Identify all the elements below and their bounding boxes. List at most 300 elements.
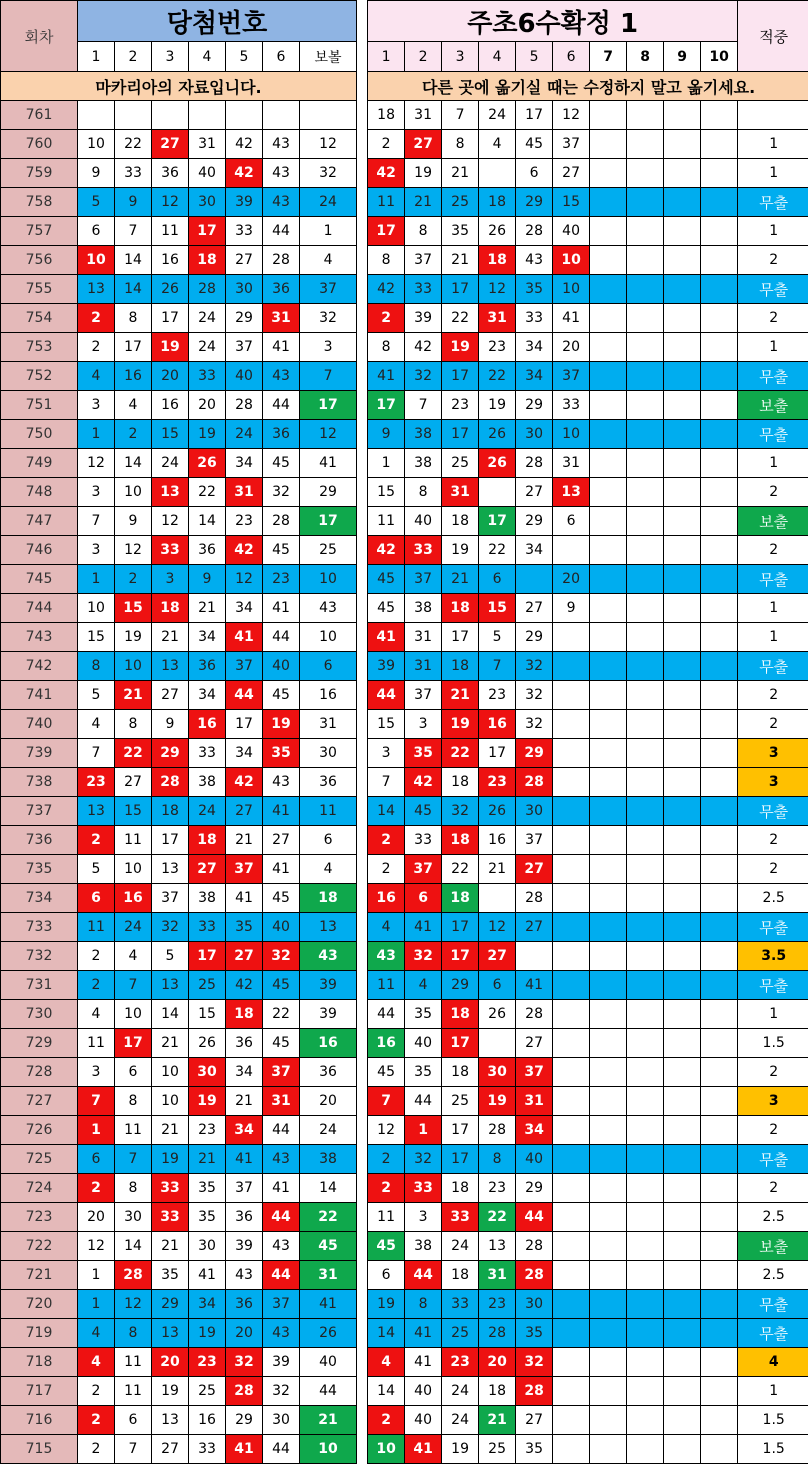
winning-number-cell: 28 <box>152 768 189 797</box>
winning-number-cell: 37 <box>152 884 189 913</box>
prediction-cell <box>553 1174 590 1203</box>
prediction-cell <box>553 768 590 797</box>
prediction-cell <box>664 246 701 275</box>
prediction-cell <box>590 1435 627 1464</box>
prediction-cell: 44 <box>516 1203 553 1232</box>
prediction-cell: 2 <box>368 826 405 855</box>
winning-number-cell: 6 <box>78 217 115 246</box>
table-row <box>368 246 808 275</box>
prediction-cell <box>701 420 738 449</box>
prediction-cell: 28 <box>516 1232 553 1261</box>
winning-number-cell: 11 <box>115 1116 152 1145</box>
winning-number-cell: 26 <box>189 1029 226 1058</box>
winning-number-cell: 2 <box>78 304 115 333</box>
round-number: 743 <box>1 623 78 652</box>
prediction-cell <box>664 188 701 217</box>
prediction-cell: 10 <box>553 420 590 449</box>
prediction-cell <box>590 507 627 536</box>
hit-cell: 3.5 <box>738 942 808 971</box>
prediction-cell <box>664 1174 701 1203</box>
winning-number-cell: 12 <box>300 130 357 159</box>
prediction-cell <box>590 478 627 507</box>
winning-number-cell: 37 <box>226 1174 263 1203</box>
prediction-cell: 19 <box>368 1290 405 1319</box>
prediction-cell <box>664 101 701 130</box>
round-number: 718 <box>1 1348 78 1377</box>
winning-number-cell: 37 <box>263 1290 300 1319</box>
table-row <box>1 1145 357 1174</box>
prediction-cell: 18 <box>442 652 479 681</box>
prediction-cell <box>701 855 738 884</box>
round-number: 739 <box>1 739 78 768</box>
winning-number-cell: 34 <box>189 1290 226 1319</box>
winning-number-cell: 31 <box>300 1261 357 1290</box>
prediction-cell <box>553 1058 590 1087</box>
round-number: 748 <box>1 478 78 507</box>
winning-number-cell: 33 <box>189 913 226 942</box>
winning-number-cell: 15 <box>152 420 189 449</box>
prediction-cell <box>701 1435 738 1464</box>
prediction-cell: 44 <box>405 1261 442 1290</box>
table-row <box>368 1145 808 1174</box>
prediction-cell <box>590 739 627 768</box>
winning-number-cell: 45 <box>263 449 300 478</box>
prediction-cell <box>664 333 701 362</box>
prediction-cell: 44 <box>368 681 405 710</box>
round-number: 735 <box>1 855 78 884</box>
table-row <box>1 884 357 913</box>
prediction-cell <box>627 768 664 797</box>
winning-number-cell: 39 <box>226 1232 263 1261</box>
prediction-cell: 31 <box>479 304 516 333</box>
hit-cell: 2 <box>738 536 808 565</box>
winning-number-cell: 7 <box>115 971 152 1000</box>
round-number: 716 <box>1 1406 78 1435</box>
winning-number-cell: 21 <box>226 1087 263 1116</box>
winning-number-cell: 3 <box>78 478 115 507</box>
prediction-cell: 15 <box>553 188 590 217</box>
round-number: 756 <box>1 246 78 275</box>
winning-number-cell: 9 <box>152 710 189 739</box>
prediction-cell: 6 <box>368 1261 405 1290</box>
winning-number-cell: 21 <box>152 623 189 652</box>
winning-number-cell: 35 <box>189 1174 226 1203</box>
winning-number-cell: 18 <box>189 826 226 855</box>
prediction-cell <box>664 507 701 536</box>
prediction-cell: 35 <box>405 739 442 768</box>
winning-number-cell: 13 <box>78 797 115 826</box>
prediction-cell: 30 <box>516 1290 553 1319</box>
right-col-header: 3 <box>442 42 479 72</box>
prediction-cell: 23 <box>442 1348 479 1377</box>
winning-number-cell: 32 <box>300 304 357 333</box>
hit-cell: 무출 <box>738 913 808 942</box>
prediction-cell <box>553 1145 590 1174</box>
prediction-cell: 18 <box>479 1377 516 1406</box>
winning-number-cell: 42 <box>226 768 263 797</box>
right-col-header: 6 <box>553 42 590 72</box>
hit-cell: 1.5 <box>738 1029 808 1058</box>
table-row <box>1 1435 357 1464</box>
winning-number-cell: 17 <box>300 507 357 536</box>
winning-number-cell: 24 <box>152 449 189 478</box>
prediction-cell <box>590 130 627 159</box>
prediction-cell: 17 <box>442 1029 479 1058</box>
winning-number-cell: 10 <box>78 246 115 275</box>
winning-number-cell: 39 <box>300 971 357 1000</box>
winning-number-cell: 10 <box>115 855 152 884</box>
prediction-cell: 27 <box>516 913 553 942</box>
hit-cell: 1 <box>738 1377 808 1406</box>
prediction-cell <box>701 1261 738 1290</box>
prediction-cell: 18 <box>442 826 479 855</box>
prediction-cell <box>664 1348 701 1377</box>
prediction-cell: 37 <box>405 855 442 884</box>
winning-number-cell: 15 <box>189 1000 226 1029</box>
round-number: 757 <box>1 217 78 246</box>
winning-number-cell: 21 <box>152 1232 189 1261</box>
prediction-cell: 10 <box>553 275 590 304</box>
winning-number-cell: 2 <box>78 826 115 855</box>
winning-number-cell: 35 <box>226 913 263 942</box>
table-row <box>1 1203 357 1232</box>
prediction-cell: 23 <box>479 1174 516 1203</box>
prediction-cell <box>553 1203 590 1232</box>
winning-number-cell: 27 <box>189 855 226 884</box>
prediction-cell <box>627 1145 664 1174</box>
prediction-cell: 7 <box>368 1087 405 1116</box>
winning-number-cell: 38 <box>300 1145 357 1174</box>
round-number: 737 <box>1 797 78 826</box>
prediction-cell <box>664 1087 701 1116</box>
hit-cell: 1 <box>738 217 808 246</box>
prediction-cell <box>553 739 590 768</box>
winning-number-cell: 13 <box>152 855 189 884</box>
winning-number-cell: 27 <box>152 130 189 159</box>
winning-number-cell: 32 <box>263 478 300 507</box>
winning-number-cell: 30 <box>115 1203 152 1232</box>
winning-number-cell: 27 <box>152 681 189 710</box>
winning-number-cell: 31 <box>300 710 357 739</box>
winning-number-cell: 21 <box>152 1116 189 1145</box>
prediction-cell: 6 <box>516 159 553 188</box>
hit-cell: 2 <box>738 1174 808 1203</box>
prediction-cell: 32 <box>405 1145 442 1174</box>
prediction-cell: 33 <box>442 1203 479 1232</box>
winning-number-cell: 23 <box>226 507 263 536</box>
prediction-cell: 38 <box>405 420 442 449</box>
prediction-cell: 45 <box>368 594 405 623</box>
table-row <box>1 855 357 884</box>
prediction-cell: 20 <box>553 565 590 594</box>
prediction-cell <box>701 1174 738 1203</box>
winning-number-cell: 17 <box>226 710 263 739</box>
winning-number-cell: 19 <box>189 1319 226 1348</box>
winning-number-cell: 14 <box>115 1232 152 1261</box>
prediction-cell: 18 <box>442 594 479 623</box>
prediction-cell: 26 <box>479 449 516 478</box>
winning-number-cell: 4 <box>78 1319 115 1348</box>
left-col-header: 4 <box>189 42 226 72</box>
winning-number-cell: 16 <box>300 1029 357 1058</box>
winning-number-cell: 24 <box>115 913 152 942</box>
winning-number-cell: 33 <box>226 217 263 246</box>
prediction-cell: 27 <box>553 159 590 188</box>
winning-number-cell: 4 <box>78 362 115 391</box>
prediction-cell <box>627 884 664 913</box>
winning-number-cell: 23 <box>263 565 300 594</box>
prediction-cell <box>627 1000 664 1029</box>
prediction-cell: 26 <box>479 217 516 246</box>
winning-number-cell: 27 <box>226 942 263 971</box>
winning-number-cell: 2 <box>115 420 152 449</box>
prediction-cell <box>664 1406 701 1435</box>
prediction-cell <box>664 1377 701 1406</box>
winning-number-cell: 6 <box>300 652 357 681</box>
prediction-cell <box>553 855 590 884</box>
table-row <box>368 188 808 217</box>
winning-number-cell: 43 <box>263 768 300 797</box>
table-row <box>1 623 357 652</box>
prediction-cell: 17 <box>479 739 516 768</box>
table-row <box>368 565 808 594</box>
winning-number-cell: 10 <box>115 652 152 681</box>
prediction-cell: 41 <box>405 1435 442 1464</box>
winning-number-cell: 2 <box>78 1435 115 1464</box>
prediction-cell: 22 <box>442 739 479 768</box>
winning-number-cell: 3 <box>300 333 357 362</box>
prediction-cell: 23 <box>479 768 516 797</box>
winning-number-cell: 17 <box>152 826 189 855</box>
prediction-cell: 31 <box>405 652 442 681</box>
winning-number-cell: 27 <box>152 1435 189 1464</box>
prediction-cell: 44 <box>405 1087 442 1116</box>
prediction-cell: 21 <box>479 855 516 884</box>
winning-number-cell: 11 <box>152 217 189 246</box>
table-row <box>368 1290 808 1319</box>
winning-number-cell: 21 <box>152 1029 189 1058</box>
winning-number-cell: 22 <box>300 1203 357 1232</box>
prediction-cell: 9 <box>368 420 405 449</box>
prediction-cell <box>553 1261 590 1290</box>
round-number: 751 <box>1 391 78 420</box>
winning-number-cell: 14 <box>300 1174 357 1203</box>
right-col-header: 7 <box>590 42 627 72</box>
round-number: 753 <box>1 333 78 362</box>
prediction-cell <box>664 275 701 304</box>
right-col-header: 5 <box>516 42 553 72</box>
table-row <box>1 710 357 739</box>
winning-number-cell: 24 <box>189 333 226 362</box>
winning-number-cell: 43 <box>263 1319 300 1348</box>
winning-number-cell: 32 <box>263 1377 300 1406</box>
hit-cell: 2 <box>738 855 808 884</box>
prediction-cell <box>664 1319 701 1348</box>
prediction-cell <box>590 565 627 594</box>
hit-cell: 무출 <box>738 1319 808 1348</box>
hit-cell: 3 <box>738 739 808 768</box>
prediction-cell: 30 <box>516 420 553 449</box>
winning-number-cell: 17 <box>152 304 189 333</box>
prediction-cell: 40 <box>405 507 442 536</box>
winning-number-cell: 10 <box>152 1058 189 1087</box>
round-number: 731 <box>1 971 78 1000</box>
winning-number-cell: 1 <box>78 1261 115 1290</box>
table-row <box>368 1029 808 1058</box>
winning-number-cell: 11 <box>300 797 357 826</box>
winning-number-cell: 21 <box>115 681 152 710</box>
prediction-cell: 28 <box>516 217 553 246</box>
hit-cell: 보출 <box>738 391 808 420</box>
prediction-cell <box>627 246 664 275</box>
right-col-header: 10 <box>701 42 738 72</box>
round-header: 회차 <box>1 1 78 72</box>
prediction-cell: 7 <box>368 768 405 797</box>
winning-number-cell: 43 <box>263 130 300 159</box>
prediction-cell: 32 <box>516 710 553 739</box>
prediction-cell <box>701 1029 738 1058</box>
hit-cell: 무출 <box>738 797 808 826</box>
left-col-header: 1 <box>78 42 115 72</box>
prediction-cell <box>627 333 664 362</box>
prediction-cell: 8 <box>405 1290 442 1319</box>
prediction-cell <box>701 1377 738 1406</box>
table-row <box>368 710 808 739</box>
winning-number-cell: 9 <box>115 188 152 217</box>
winning-number-cell: 7 <box>300 362 357 391</box>
hit-cell: 보출 <box>738 507 808 536</box>
winning-number-cell: 22 <box>189 478 226 507</box>
prediction-cell: 28 <box>516 1000 553 1029</box>
table-row <box>1 971 357 1000</box>
prediction-cell <box>590 913 627 942</box>
prediction-cell: 45 <box>516 130 553 159</box>
winning-number-cell: 5 <box>78 681 115 710</box>
winning-number-cell: 9 <box>189 565 226 594</box>
round-number: 715 <box>1 1435 78 1464</box>
table-row <box>1 1174 357 1203</box>
winning-number-cell: 29 <box>300 478 357 507</box>
winning-number-cell: 19 <box>152 333 189 362</box>
winning-number-cell: 36 <box>189 652 226 681</box>
winning-number-cell: 30 <box>226 275 263 304</box>
prediction-cell: 17 <box>442 420 479 449</box>
table-row <box>368 1348 808 1377</box>
winning-number-cell: 37 <box>300 275 357 304</box>
round-number: 750 <box>1 420 78 449</box>
hit-cell: 무출 <box>738 652 808 681</box>
winning-number-cell: 27 <box>115 768 152 797</box>
winning-number-cell: 8 <box>78 652 115 681</box>
winning-number-cell: 42 <box>226 130 263 159</box>
winning-number-cell: 7 <box>78 1087 115 1116</box>
prediction-cell <box>664 623 701 652</box>
table-row <box>368 826 808 855</box>
winning-number-cell: 35 <box>263 739 300 768</box>
prediction-cell: 24 <box>442 1377 479 1406</box>
prediction-cell: 30 <box>516 797 553 826</box>
table-row <box>1 1232 357 1261</box>
winning-number-cell: 17 <box>115 1029 152 1058</box>
winning-number-cell: 9 <box>115 507 152 536</box>
table-row <box>1 159 357 188</box>
winning-number-cell: 15 <box>115 594 152 623</box>
table-row <box>1 826 357 855</box>
prediction-cell <box>627 1203 664 1232</box>
winning-number-cell: 19 <box>263 710 300 739</box>
prediction-cell: 38 <box>405 1232 442 1261</box>
hit-cell: 1 <box>738 1000 808 1029</box>
winning-number-cell: 30 <box>263 1406 300 1435</box>
prediction-cell: 45 <box>368 1232 405 1261</box>
prediction-cell: 12 <box>479 913 516 942</box>
prediction-cell <box>701 1203 738 1232</box>
table-row <box>368 594 808 623</box>
table-row <box>1 652 357 681</box>
winning-number-cell: 45 <box>263 971 300 1000</box>
prediction-cell <box>664 681 701 710</box>
prediction-cell: 29 <box>516 188 553 217</box>
winning-number-cell: 24 <box>189 304 226 333</box>
left-col-header: 2 <box>115 42 152 72</box>
table-row <box>368 101 808 130</box>
prediction-cell: 26 <box>479 1000 516 1029</box>
prediction-cell: 35 <box>516 275 553 304</box>
winning-number-cell: 31 <box>189 130 226 159</box>
hit-cell: 1.5 <box>738 1435 808 1464</box>
prediction-cell <box>627 1029 664 1058</box>
winning-number-cell: 40 <box>189 159 226 188</box>
prediction-cell: 32 <box>405 362 442 391</box>
round-number: 734 <box>1 884 78 913</box>
prediction-cell: 29 <box>442 971 479 1000</box>
winning-number-cell: 44 <box>263 1203 300 1232</box>
winning-number-cell: 33 <box>152 1203 189 1232</box>
prediction-cell: 39 <box>368 652 405 681</box>
winning-number-cell: 34 <box>226 1058 263 1087</box>
winning-number-cell: 45 <box>300 1232 357 1261</box>
winning-number-cell: 4 <box>78 710 115 739</box>
winning-number-cell: 45 <box>263 536 300 565</box>
winning-number-cell: 3 <box>152 565 189 594</box>
winning-number-cell: 42 <box>226 536 263 565</box>
winning-number-cell: 2 <box>115 565 152 594</box>
prediction-cell: 1 <box>405 1116 442 1145</box>
table-row <box>368 217 808 246</box>
winning-number-cell: 16 <box>152 391 189 420</box>
table-row <box>368 884 808 913</box>
hit-cell: 3 <box>738 768 808 797</box>
prediction-cell <box>701 681 738 710</box>
winning-number-cell: 44 <box>263 1261 300 1290</box>
table-row <box>368 159 808 188</box>
winning-number-cell: 7 <box>115 1435 152 1464</box>
table-row <box>368 391 808 420</box>
prediction-cell <box>627 797 664 826</box>
prediction-cell <box>701 275 738 304</box>
prediction-cell <box>664 942 701 971</box>
prediction-cell: 18 <box>442 1058 479 1087</box>
prediction-cell <box>664 130 701 159</box>
prediction-cell <box>664 217 701 246</box>
prediction-cell <box>701 507 738 536</box>
prediction-cell: 29 <box>516 391 553 420</box>
prediction-cell: 32 <box>442 797 479 826</box>
prediction-cell <box>701 188 738 217</box>
prediction-cell: 2 <box>368 1174 405 1203</box>
winning-number-cell: 43 <box>300 942 357 971</box>
winning-number-cell: 28 <box>189 275 226 304</box>
